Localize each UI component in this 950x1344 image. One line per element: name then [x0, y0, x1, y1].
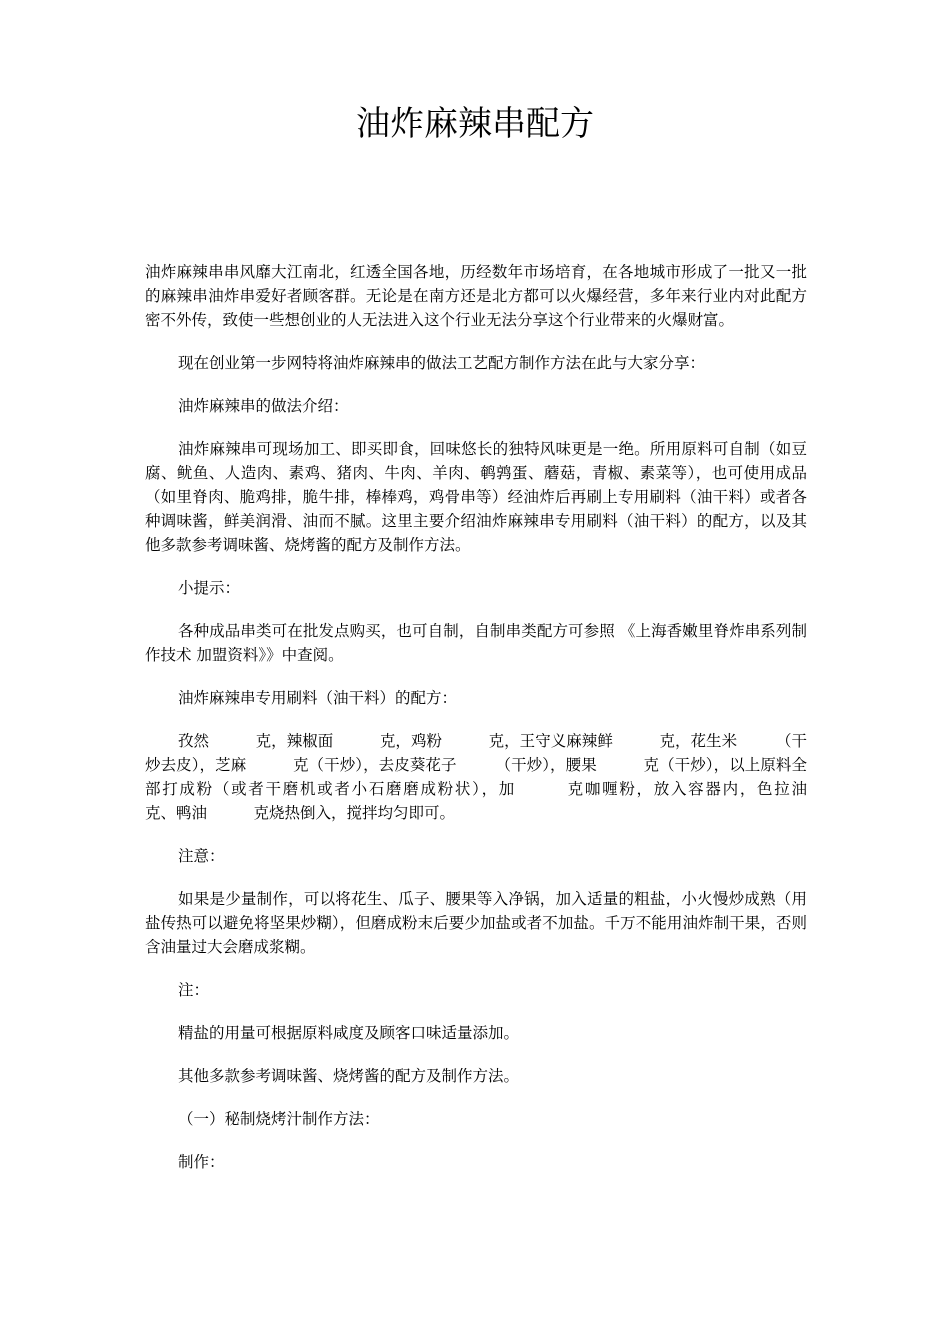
paragraph-tip: 各种成品串类可在批发点购买，也可自制，自制串类配方可参照 《上海香嫩里脊炸串系列制作技术 加盟资料》》中查阅。 [145, 622, 807, 664]
paragraph-attention: 如果是少量制作，可以将花生、瓜子、腰果等入净锅，加入适量的粗盐，小火慢炒成熟（用盐传热可以避免将坚果炒糊），但磨成粉末后要少加盐或者不加盐。千万不能用油炸制干果，否则含油量过大会磨成浆糊。 [145, 890, 807, 956]
heading-tip: 小提示： [178, 579, 241, 597]
paragraph-method: 油炸麻辣串可现场加工、即买即食，回味悠长的独特风味更是一绝。所用原料可自制（如豆腐、鱿鱼、人造肉、素鸡、猪肉、牛肉、羊肉、鹌鹑蛋、蘑菇，青椒、素菜等），也可使用成品（如里脊肉、脆鸡排，脆牛排，棒棒鸡，鸡骨串等）经油炸后再刷上专用刷料（油干料）或者各种调味酱，鲜美润滑、油而不腻。这里主要介绍油炸麻辣串专用刷料（油干料）的配方，以及其他多款参考调味酱、烧烤酱的配方及制作方法。 [145, 440, 807, 554]
paragraph-recipe: 孜然 克，辣椒面 克，鸡粉 克，王守义麻辣鲜 克，花生米 （干炒去皮），芝麻 克（干炒），去皮葵花子 （干炒），腰果 克（干炒），以上原料全部打成粉（或者干磨机或者小石磨磨成粉状），加 克咖喱粉，放入容器内，色拉油 克、鸭油 克烧热倒入，搅拌均匀即可。 [145, 732, 870, 822]
heading-attention: 注意： [178, 847, 225, 865]
heading-method-intro: 油炸麻辣串的做法介绍： [178, 397, 349, 415]
heading-production: 制作： [178, 1153, 225, 1171]
heading-recipe: 油炸麻辣串专用刷料（油干料）的配方： [178, 689, 458, 707]
page-title: 油炸麻辣串配方 [356, 104, 594, 144]
heading-note: 注： [178, 981, 210, 999]
paragraph-other-sauces: 其他多款参考调味酱、烧烤酱的配方及制作方法。 [178, 1067, 520, 1085]
paragraph-intro: 油炸麻辣串串风靡大江南北，红透全国各地，历经数年市场培育，在各地城市形成了一批又一批的麻辣串油炸串爱好者顾客群。无论是在南方还是北方都可以火爆经营，多年来行业内对此配方密不外传，致使一些想创业的人无法进入这个行业无法分享这个行业带来的火爆财富。 [145, 263, 807, 329]
heading-bbq-sauce: （一）秘制烧烤汁制作方法： [178, 1110, 380, 1128]
paragraph-share: 现在创业第一步网特将油炸麻辣串的做法工艺配方制作方法在此与大家分享： [178, 354, 706, 372]
paragraph-salt: 精盐的用量可根据原料咸度及顾客口味适量添加。 [178, 1024, 520, 1042]
document-body [145, 260, 870, 1193]
